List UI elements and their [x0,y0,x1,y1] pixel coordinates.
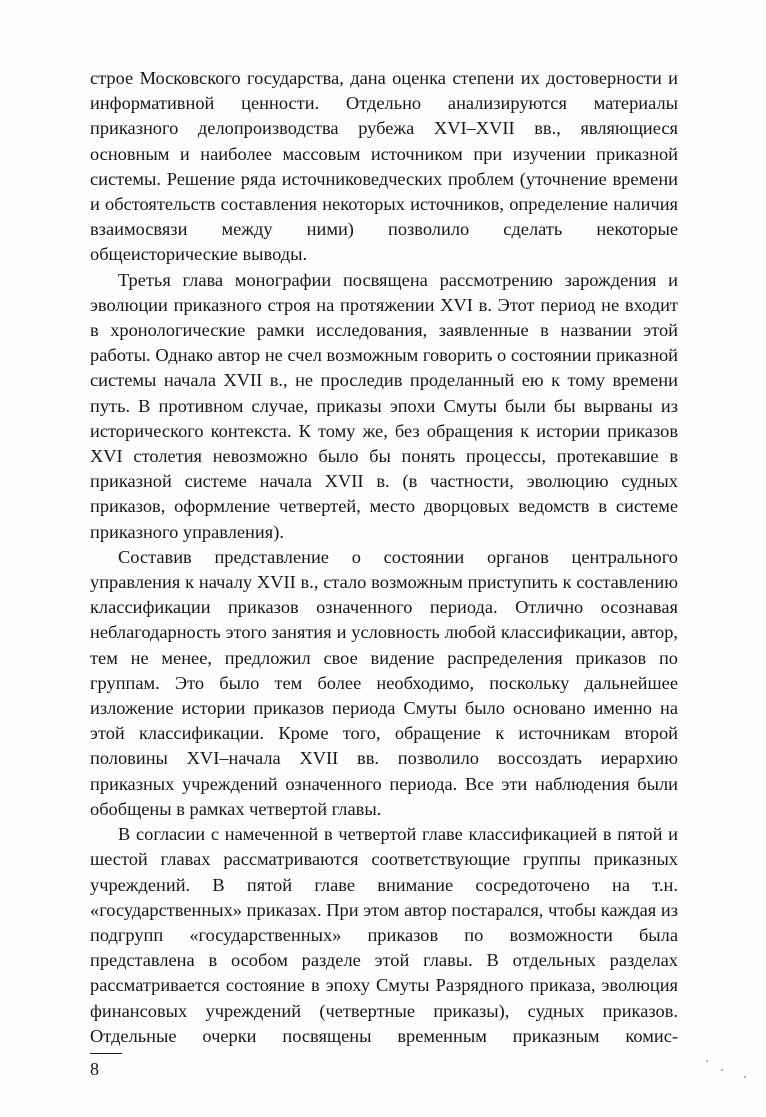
paragraph-2: Третья глава монографии посвящена рассмотрению зарождения и эволюции приказного строя на протяжении XVI в. Этот период не входит в хронологические рамки исследования, заявленные в названии этой работы. Однако автор не счел возможным говорить о состоянии приказной системы начала XVII в., не проследив проделанный ею к тому времени путь. В противном случае, приказы эпохи Смуты были бы вырваны из исторического контекста. К тому же, без обращения к истории приказов XVI столетия невозможно было бы понять процессы, протекавшие в приказной системе начала XVII в. (в частности, эволюцию судных приказов, оформление четвертей, место дворцовых ведомств в системе приказного управления). [90,269,678,542]
scan-speck [744,1076,746,1078]
footer-rule [90,1053,122,1054]
body-text [90,66,678,1049]
paragraph-4: В согласии с намеченной в четвертой главе классификацией в пятой и шестой главах рассматриваются соответствующие группы приказных учреждений. В пятой главе внимание сосредоточено на т.н. «государственных» приказах. При этом автор постарался, чтобы каждая из подгрупп «государственных» приказов по возможности была представлена в особом разделе этой главы. В отдельных разделах рассматривается состояние в эпоху Смуты Разрядного приказа, эволюция финансовых учреждений (четвертные приказы), судных приказов. Отдельные очерки посвящены временным приказным комис- [90,824,678,1046]
scan-speck [706,1060,708,1062]
page-number: 8 [90,1059,99,1079]
scan-speck [721,1069,723,1071]
paragraph-3: Составив представление о состоянии органов центрального управления к началу XVII в., стало возможным приступить к составлению классификации приказов означенного периода. Отлично осознавая неблагодарность этого занятия и условность любой классификации, автор, тем не менее, предложил свое видение распределения приказов по группам. Это было тем более необходимо, поскольку дальнейшее изложение истории приказов периода Смуты было основано именно на этой классификации. Кроме того, обращение к источникам второй половины XVI–начала XVII вв. позволило воссоздать иерархию приказных учреждений означенного периода. Все эти наблюдения были обобщены в рамках четвертой главы. [90,546,678,819]
paragraph-1: строе Московского государства, дана оценка степени их достоверности и информативной ценности. Отдельно анализируются материалы приказного делопроизводства рубежа XVI–XVII вв., являющиеся основным и наиболее массовым источником при изучении приказной системы. Решение ряда источниковедческих проблем (уточнение времени и обстоятельств составления некоторых источников, определение наличия взаимосвязи между ними) позволило сделать некоторые общеисторические выводы. [90,68,678,265]
